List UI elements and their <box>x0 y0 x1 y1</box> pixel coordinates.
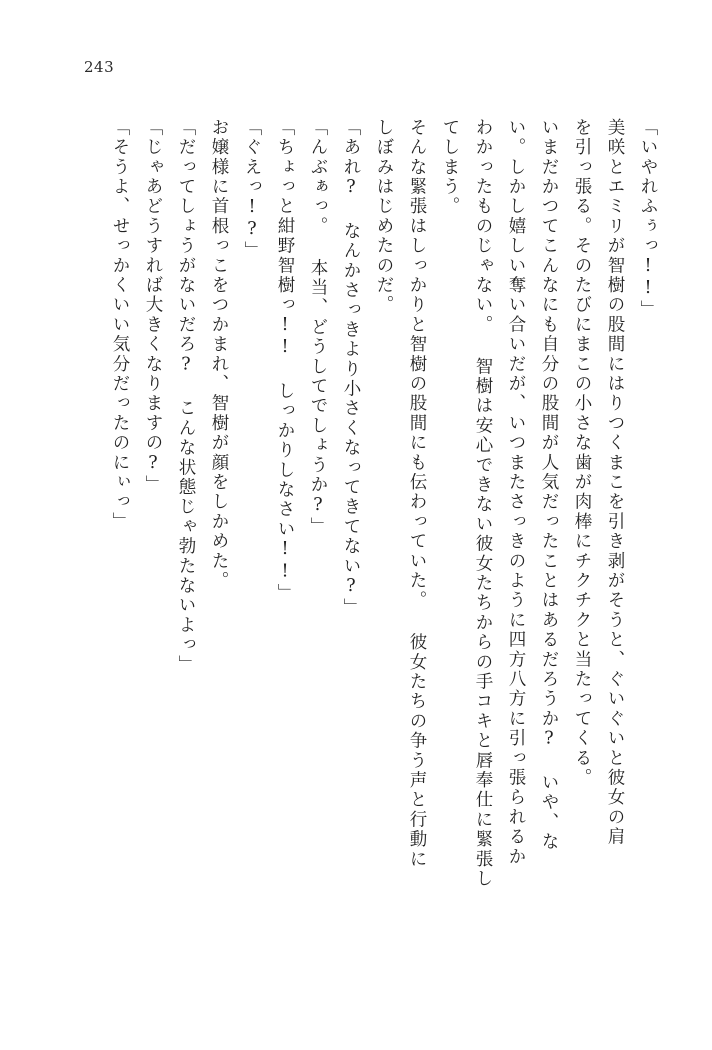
text-column: 「ちょっと紺野智樹っ!! しっかりしなさい!!」 <box>275 118 295 604</box>
text-column: 「だってしょうがないだろ? こんな状態じゃ勃たないよっ」 <box>176 118 196 675</box>
vertical-text-block <box>95 118 656 988</box>
text-column: い。しかし嬉しい奪い合いだが、いつまたさっきのように四方八方に引っ張られるか <box>506 118 526 867</box>
text-column: そんな緊張はしっかりと智樹の股間にも伝わっていた。 彼女たちの争う声と行動に <box>407 118 427 870</box>
text-column: 「あれ? なんかさっきより小さくなってきてない?」 <box>341 118 361 618</box>
text-column: わかったものじゃない。 智樹は安心できない彼女たちからの手コキと唇奉仕に緊張し <box>473 118 493 889</box>
page-number: 243 <box>84 58 115 76</box>
text-column: 「んぶぁっ。 本当、どうしてでしょうか?」 <box>308 118 328 537</box>
text-column: お嬢様に首根っこをつかまれ、智樹が顔をしかめた。 <box>209 118 229 591</box>
text-column: 「そうよ、せっかくいい気分だったのにぃっ」 <box>110 118 130 532</box>
text-column: 「じゃあどうすれば大きくなりますの?」 <box>143 118 163 495</box>
text-column: てしまう。 <box>440 118 460 217</box>
text-column: 「いやれふぅっ!!」 <box>638 118 658 320</box>
text-column: 美咲とエミリが智樹の股間にはりつくまこを引き剥がそうと、ぐいぐいと彼女の肩 <box>605 118 625 847</box>
text-column: を引っ張る。そのたびにまこの小さな歯が肉棒にチクチクと当たってくる。 <box>572 118 592 788</box>
text-column: 「ぐえっ!?」 <box>242 118 262 261</box>
text-column: いまだかつてこんなにも自分の股間が人気だったことはあるだろうか? いや、な <box>539 118 559 852</box>
text-column: しぼみはじめたのだ。 <box>374 118 394 315</box>
